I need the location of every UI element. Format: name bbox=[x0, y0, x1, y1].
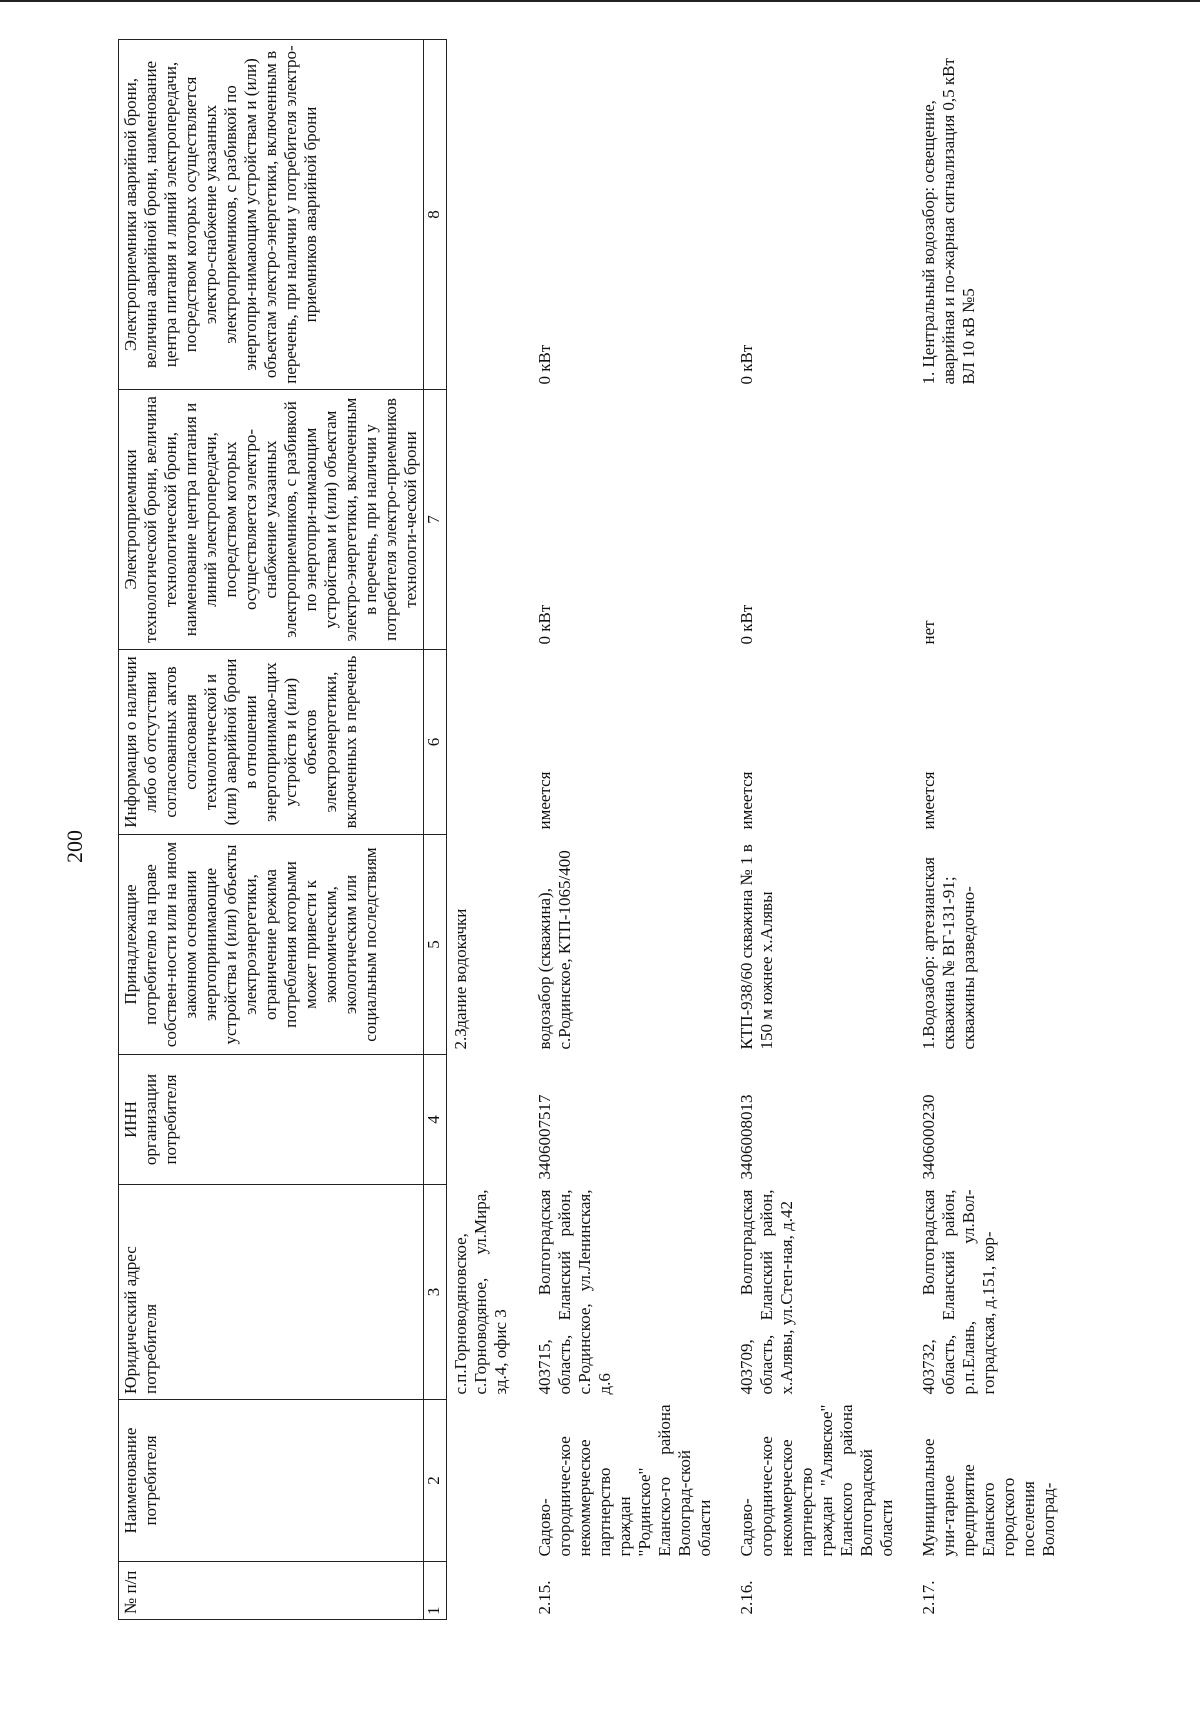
header-consumer-name: Наименование потребителя bbox=[119, 1400, 424, 1562]
continuation-device: 2.Здание водокачки bbox=[451, 908, 470, 1050]
column-number: 3 bbox=[424, 1185, 447, 1400]
column-number: 1 bbox=[424, 1562, 447, 1620]
table-row bbox=[729, 40, 911, 1620]
consumer-table-container bbox=[118, 40, 1059, 1620]
continuation-address: с.п.Горноводяновское, с.Горноводяное, ул.Мира, зд.4, офис 3 bbox=[451, 1189, 510, 1395]
column-number: 5 bbox=[424, 835, 447, 1055]
header-num: № п/п bbox=[119, 1562, 424, 1620]
legal-address: 403715, Волгоградская область, Еланский район, с.Родинское, ул.Ленинская, д.6 bbox=[535, 1189, 614, 1395]
inn: 3406000230 bbox=[919, 1094, 938, 1180]
column-number: 2 bbox=[424, 1400, 447, 1562]
devices: водозабор (скважина), с.Родинское, КТП-1065/400 bbox=[535, 850, 574, 1050]
row-number: 2.16. bbox=[737, 1580, 756, 1615]
continuation-row bbox=[447, 40, 528, 1620]
consumer-name: Садово-огородничес-кое некоммерческое партнерство граждан "Родинское" Еланско-го района Волоград-ской области bbox=[535, 1404, 714, 1557]
acts-status: имеется bbox=[737, 771, 756, 830]
column-number: 7 bbox=[424, 390, 447, 650]
header-inn: ИНН организации потребителя bbox=[119, 1055, 424, 1185]
legal-address: 403709, Волгоградская область, Еланский район, х.Алявы, ул.Степ-ная, д.42 bbox=[737, 1189, 796, 1395]
table-row bbox=[911, 40, 1059, 1620]
consumer-name: Муниципальное уни-тарное предприятие Еланского городского поселения Волоград- bbox=[919, 1438, 1058, 1557]
column-number: 8 bbox=[424, 40, 447, 390]
emergency-reserve: 0 кВт bbox=[535, 344, 554, 385]
header-emergency-reserve: Электроприемники аварийной брони, величина аварийной брони, наименование центра питания и линий электропередачи, посредством которых осуществляется электро-снабжение указанных электроприемников, с разбивкой по энергопри-нимающим устройствам и (или) объектам электро-энергетики, включенным в перечень, при наличии у потребителя электро-приемников аварийной брони bbox=[119, 40, 424, 390]
column-number: 6 bbox=[424, 650, 447, 835]
row-number: 2.17. bbox=[919, 1580, 938, 1615]
tech-reserve: 0 кВт bbox=[535, 604, 554, 645]
tech-reserve: нет bbox=[919, 620, 938, 645]
inn: 3406008013 bbox=[737, 1094, 756, 1180]
consumer-table bbox=[118, 39, 1059, 1620]
header-tech-reserve: Электроприемники технологической брони, величина технологической брони, наименование центра питания и линий электропередачи, посредством которых осуществляется электро-снабжение указанных электроприемников, с разбивкой по энергопри-нимающим устройствам и (или) объектам электро-энергетики, включенным в перечень, при наличии у потребителя электро-приемников технологи-ческой брони bbox=[119, 390, 424, 650]
emergency-reserve: 0 кВт bbox=[737, 344, 756, 385]
devices: КТП-938/60 скважина № 1 в 150 м южнее х.Алявы bbox=[737, 844, 776, 1050]
legal-address: 403732, Волгоградская область, Еланский район, р.п.Елань, ул.Вол-гоградская, д.151, кор- bbox=[919, 1189, 998, 1395]
header-row bbox=[119, 40, 424, 1620]
acts-status: имеется bbox=[919, 771, 938, 830]
page-number: 200 bbox=[62, 830, 87, 863]
table-row bbox=[527, 40, 729, 1620]
inn: 3406007517 bbox=[535, 1094, 554, 1180]
acts-status: имеется bbox=[535, 771, 554, 830]
column-number: 4 bbox=[424, 1055, 447, 1185]
header-legal-address: Юридический адрес потребителя bbox=[119, 1185, 424, 1400]
header-acts: Информация о наличии либо об отсутствии согласованных актов согласования технологической и (или) аварийной брони в отношении энергопринимаю-щих устройств и (или) объектов электроэнергетики, включенных в перечень bbox=[119, 650, 424, 835]
devices: 1.Водозабор: артезианская скважина № ВГ-131-91; скважины разведочно- bbox=[919, 856, 978, 1050]
header-devices: Принадлежащие потребителю на праве собствен-ности или на ином законном основании энергопринимающие устройства и (или) объекты электроэнергетики, ограничение режима потребления которыми может привести к экономическим, экологическим или социальным последствиям bbox=[119, 835, 424, 1055]
column-number-row bbox=[424, 40, 447, 1620]
tech-reserve: 0 кВт bbox=[737, 604, 756, 645]
consumer-name: Садово-огородничес-кое некоммерческое партнерство граждан "Алявское" Еланского района Волгоградской области bbox=[737, 1404, 896, 1557]
row-number: 2.15. bbox=[535, 1580, 554, 1615]
emergency-reserve: 1. Центральный водозабор: освещение, аварийная и по-жарная сигнализация 0,5 кВт ВЛ 10 кВ №5 bbox=[919, 58, 978, 385]
